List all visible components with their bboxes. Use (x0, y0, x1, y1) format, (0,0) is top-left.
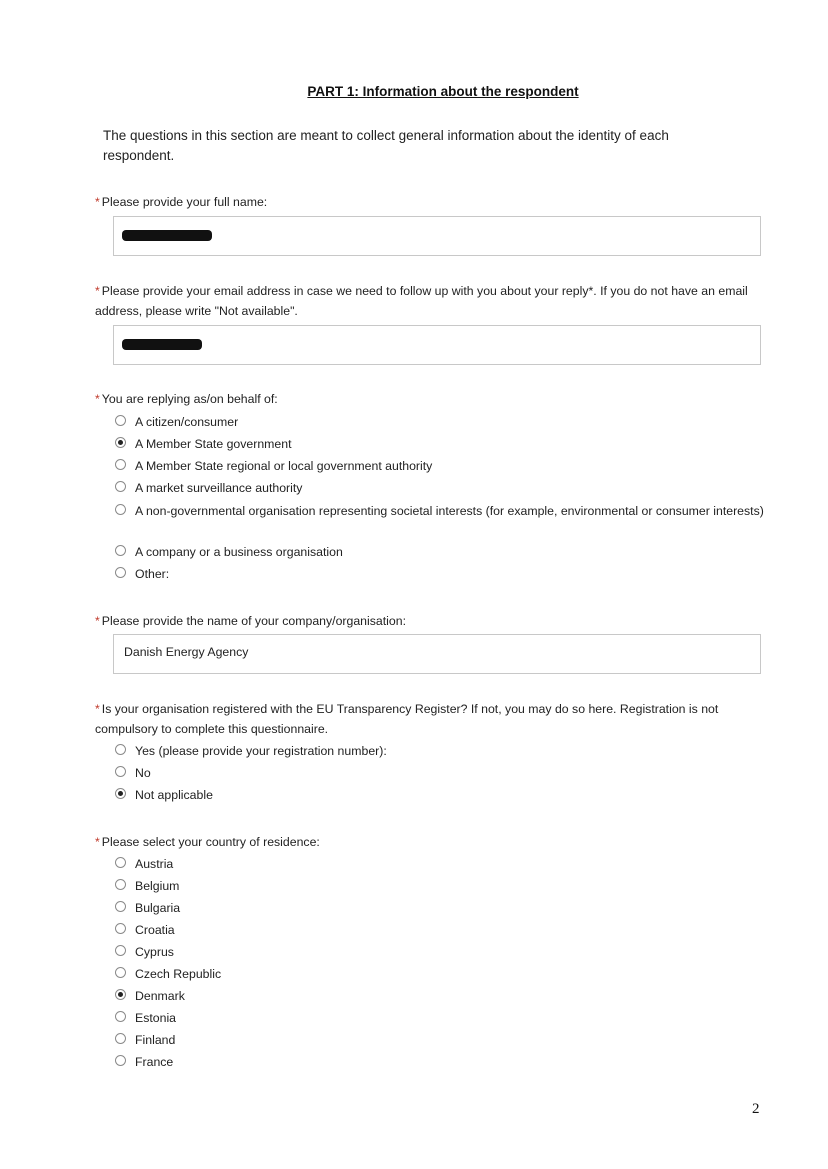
behalf-option[interactable]: A market surveillance authority (115, 478, 765, 498)
register-option[interactable]: No (115, 763, 765, 783)
behalf-option[interactable]: A company or a business organisation (115, 542, 765, 562)
country-option[interactable]: Croatia (115, 920, 765, 940)
radio-icon[interactable] (115, 504, 126, 515)
radio-selected-icon[interactable] (115, 989, 126, 1000)
behalf-option[interactable]: A citizen/consumer (115, 412, 765, 432)
radio-icon[interactable] (115, 901, 126, 912)
email-label: Please provide your email address in case we need to follow up with you about your reply*. If you do not have an email address, please write "Not available". (95, 284, 748, 318)
radio-icon[interactable] (115, 945, 126, 956)
required-marker: * (95, 614, 100, 628)
behalf-option[interactable]: A non-governmental organisation representing societal interests (for example, environmental or consumer interests) (115, 501, 765, 521)
country-option[interactable]: Estonia (115, 1008, 765, 1028)
radio-icon[interactable] (115, 415, 126, 426)
country-option[interactable]: Finland (115, 1030, 765, 1050)
country-option[interactable]: Bulgaria (115, 898, 765, 918)
register-label: Is your organisation registered with the EU Transparency Register? If not, you may do so here. Registration is not compulsory to complete this questionnaire. (95, 702, 719, 736)
radio-selected-icon[interactable] (115, 788, 126, 799)
redaction-mark (122, 230, 212, 241)
behalf-option[interactable]: A Member State government (115, 434, 765, 454)
page-number: 2 (752, 1101, 760, 1117)
country-option[interactable]: Belgium (115, 876, 765, 896)
email-question (95, 281, 760, 321)
full-name-field[interactable] (113, 216, 761, 256)
radio-icon[interactable] (115, 481, 126, 492)
country-option[interactable]: France (115, 1052, 765, 1072)
required-marker: * (95, 195, 100, 209)
radio-icon[interactable] (115, 459, 126, 470)
country-option[interactable]: Czech Republic (115, 964, 765, 984)
radio-icon[interactable] (115, 1011, 126, 1022)
organisation-question (95, 611, 760, 631)
register-option[interactable]: Yes (please provide your registration number): (115, 741, 765, 761)
section-title: PART 1: Information about the respondent (307, 84, 579, 99)
behalf-option[interactable]: Other: (115, 564, 765, 584)
full-name-label: Please provide your full name: (101, 195, 268, 209)
behalf-question (95, 389, 760, 409)
organisation-field[interactable] (113, 634, 761, 674)
country-option[interactable]: Cyprus (115, 942, 765, 962)
radio-icon[interactable] (115, 744, 126, 755)
register-question (95, 699, 760, 739)
register-option[interactable]: Not applicable (115, 785, 765, 805)
full-name-question (95, 192, 760, 212)
section-intro: The questions in this section are meant to collect general information about the identity of each respondent. (103, 128, 669, 163)
radio-icon[interactable] (115, 766, 126, 777)
radio-icon[interactable] (115, 1055, 126, 1066)
radio-icon[interactable] (115, 857, 126, 868)
behalf-label: You are replying as/on behalf of: (101, 392, 278, 406)
redaction-mark (122, 339, 202, 350)
radio-icon[interactable] (115, 879, 126, 890)
radio-icon[interactable] (115, 567, 126, 578)
required-marker: * (95, 835, 100, 849)
country-option[interactable]: Austria (115, 854, 765, 874)
country-option[interactable]: Denmark (115, 986, 765, 1006)
country-label: Please select your country of residence: (101, 835, 320, 849)
radio-icon[interactable] (115, 923, 126, 934)
behalf-option[interactable]: A Member State regional or local government authority (115, 456, 765, 476)
required-marker: * (95, 284, 100, 298)
required-marker: * (95, 392, 100, 406)
organisation-label: Please provide the name of your company/organisation: (101, 614, 406, 628)
radio-icon[interactable] (115, 545, 126, 556)
radio-icon[interactable] (115, 967, 126, 978)
email-field[interactable] (113, 325, 761, 365)
radio-icon[interactable] (115, 1033, 126, 1044)
required-marker: * (95, 702, 100, 716)
country-question (95, 832, 760, 852)
radio-selected-icon[interactable] (115, 437, 126, 448)
organisation-value: Danish Energy Agency (124, 645, 249, 659)
